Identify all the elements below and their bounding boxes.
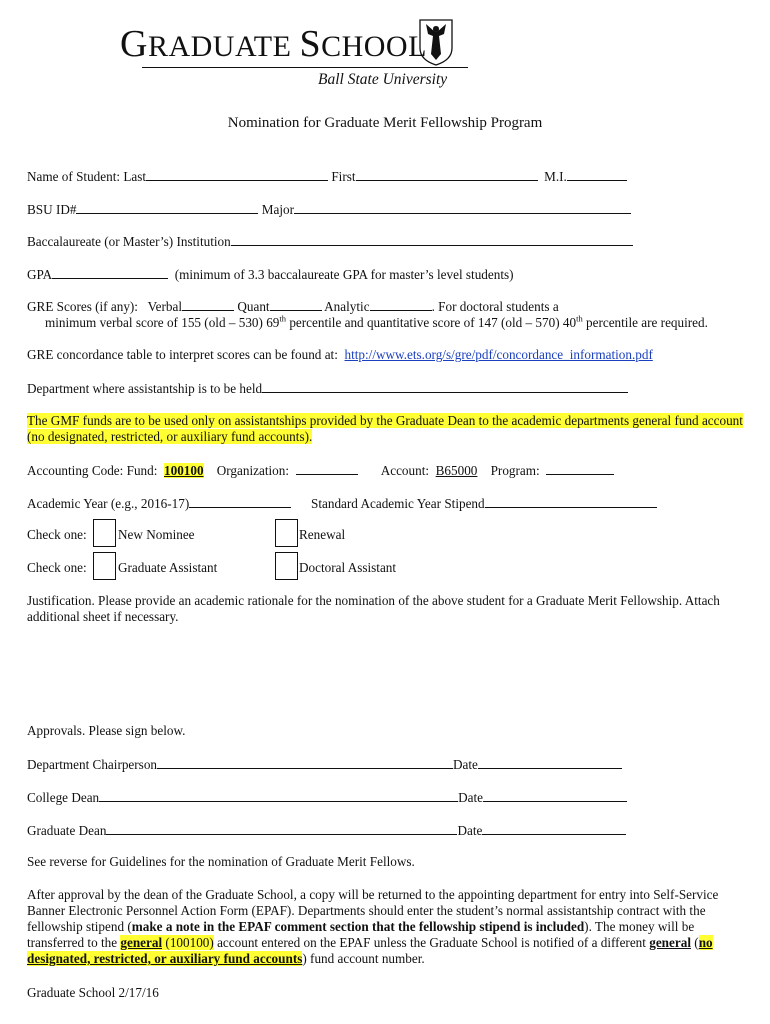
- check-row-1: [27, 527, 87, 543]
- dean-date-label: Date: [458, 790, 484, 805]
- concordance-row: [27, 347, 653, 363]
- organization-label: Organization:: [216, 463, 290, 478]
- verbal-field[interactable]: [182, 298, 234, 311]
- gpa-row: [27, 266, 514, 283]
- new-nominee-checkbox[interactable]: [93, 519, 116, 547]
- justification-text: Justification. Please provide an academic rationale for the nomination of the above student for a Graduate Merit Fellowship. Attach additional sheet if necessary.: [27, 593, 720, 624]
- check-row-2: [27, 560, 87, 576]
- account-value: B65000: [435, 463, 478, 478]
- bsu-id-label: BSU ID#: [27, 202, 77, 217]
- grad-dean-date-label: Date: [457, 823, 483, 838]
- graduate-assistant-checkbox[interactable]: [93, 552, 116, 580]
- quant-field[interactable]: [270, 298, 322, 311]
- fund-value: 100100: [164, 463, 204, 478]
- graduate-dean-label: Graduate Dean: [27, 823, 107, 838]
- analytic-field[interactable]: [370, 298, 432, 311]
- department-label: Department where assistantship is to be held: [27, 381, 263, 396]
- last-name-field[interactable]: [146, 168, 328, 181]
- bsu-id-row: [27, 201, 631, 218]
- institution-label: Baccalaureate (or Master’s) Institution: [27, 234, 231, 249]
- concordance-label: GRE concordance table to interpret scores can be found at:: [27, 347, 338, 362]
- page-title: Nomination for Graduate Merit Fellowship Program: [227, 115, 543, 131]
- department-field[interactable]: [262, 380, 628, 393]
- first-name-label: First: [331, 169, 356, 184]
- chair-label: Department Chairperson: [27, 757, 158, 772]
- stipend-field[interactable]: [485, 495, 657, 508]
- grad-dean-date-field[interactable]: [482, 822, 626, 835]
- gpa-note: (minimum of 3.3 baccalaureate GPA for master’s level students): [174, 267, 514, 282]
- dean-signature-row: [27, 789, 627, 806]
- chair-signature-row: [27, 756, 622, 773]
- chair-date-label: Date: [453, 757, 478, 772]
- verbal-label: Verbal: [147, 299, 183, 314]
- grad-dean-signature-row: [27, 822, 626, 839]
- see-reverse-note: See reverse for Guidelines for the nomination of Graduate Merit Fellows.: [27, 854, 415, 869]
- university-name: Ball State University: [318, 71, 448, 88]
- accounting-label: Accounting Code: Fund:: [27, 463, 158, 478]
- graduate-school-logo: GRADUATE SCHOOL: [120, 23, 427, 65]
- first-name-field[interactable]: [356, 168, 538, 181]
- college-dean-signature-field[interactable]: [99, 789, 458, 802]
- after-approval-text: After approval by the dean of the Graduate School, a copy will be returned to the appointing department for entry into Self-Service Banner Electronic Personnel Action Form (EPAF). Departments should enter the student’s normal assistantship contract with the fellowship stipend (make a note in the EPAF comment section that the fellowship stipend is included). The money will be transferred to the general (100100) account entered on the EPAF unless the Graduate School is notified of a different general (no designated, restricted, or auxiliary fund accounts) fund account number.: [27, 887, 719, 966]
- beneficence-statue-icon: [418, 18, 454, 66]
- graduate-assistant-label: Graduate Assistant: [118, 560, 218, 575]
- gre-row: [27, 298, 559, 315]
- major-field[interactable]: [294, 201, 631, 214]
- quant-label: Quant: [237, 299, 270, 314]
- bsu-id-field[interactable]: [76, 201, 258, 214]
- renewal-checkbox[interactable]: [275, 519, 298, 547]
- footer-revision-date: Graduate School 2/17/16: [27, 985, 159, 1000]
- chair-date-field[interactable]: [478, 756, 622, 769]
- analytic-label: Analytic: [324, 299, 370, 314]
- new-nominee-label: New Nominee: [118, 527, 195, 542]
- program-label: Program:: [490, 463, 540, 478]
- stipend-label: Standard Academic Year Stipend: [311, 496, 485, 511]
- institution-row: [27, 233, 633, 250]
- graduate-dean-signature-field[interactable]: [106, 822, 457, 835]
- student-last-label: Name of Student: Last: [27, 169, 147, 184]
- program-field[interactable]: [546, 462, 614, 475]
- doctoral-assistant-label: Doctoral Assistant: [299, 560, 397, 575]
- gpa-label: GPA: [27, 267, 53, 282]
- renewal-label: Renewal: [299, 527, 346, 542]
- organization-field[interactable]: [296, 462, 358, 475]
- concordance-link[interactable]: http://www.ets.org/s/gre/pdf/concordance_information.pdf: [344, 347, 653, 362]
- student-name-row: [27, 168, 627, 185]
- check-label-2: Check one:: [27, 560, 87, 575]
- approvals-heading: Approvals. Please sign below.: [27, 723, 186, 738]
- gpa-field[interactable]: [52, 266, 168, 279]
- gre-label: GRE Scores (if any):: [27, 299, 138, 314]
- institution-field[interactable]: [231, 233, 633, 246]
- mi-field[interactable]: [567, 168, 627, 181]
- account-label: Account:: [380, 463, 430, 478]
- gre-doctoral-note: . For doctoral students a: [431, 299, 559, 314]
- academic-year-label: Academic Year (e.g., 2016-17): [27, 496, 190, 511]
- mi-label: M.I.: [544, 169, 567, 184]
- major-label: Major: [261, 202, 294, 217]
- check-label-1: Check one:: [27, 527, 87, 542]
- accounting-row: [27, 462, 614, 479]
- logo-rule: [142, 67, 468, 68]
- gre-minimum-note: minimum verbal score of 155 (old – 530) 69th percentile and quantitative score of 147 (old – 570) 40th percentile are required.: [45, 313, 708, 330]
- gmf-notice: The GMF funds are to be used only on assistantships provided by the Graduate Dean to the academic departments general fund account (no designated, restricted, or auxiliary fund accounts).: [27, 413, 743, 444]
- academic-year-row: [27, 495, 657, 512]
- academic-year-field[interactable]: [189, 495, 291, 508]
- college-dean-label: College Dean: [27, 790, 100, 805]
- chair-signature-field[interactable]: [157, 756, 453, 769]
- dean-date-field[interactable]: [483, 789, 627, 802]
- doctoral-assistant-checkbox[interactable]: [275, 552, 298, 580]
- department-row: [27, 380, 628, 397]
